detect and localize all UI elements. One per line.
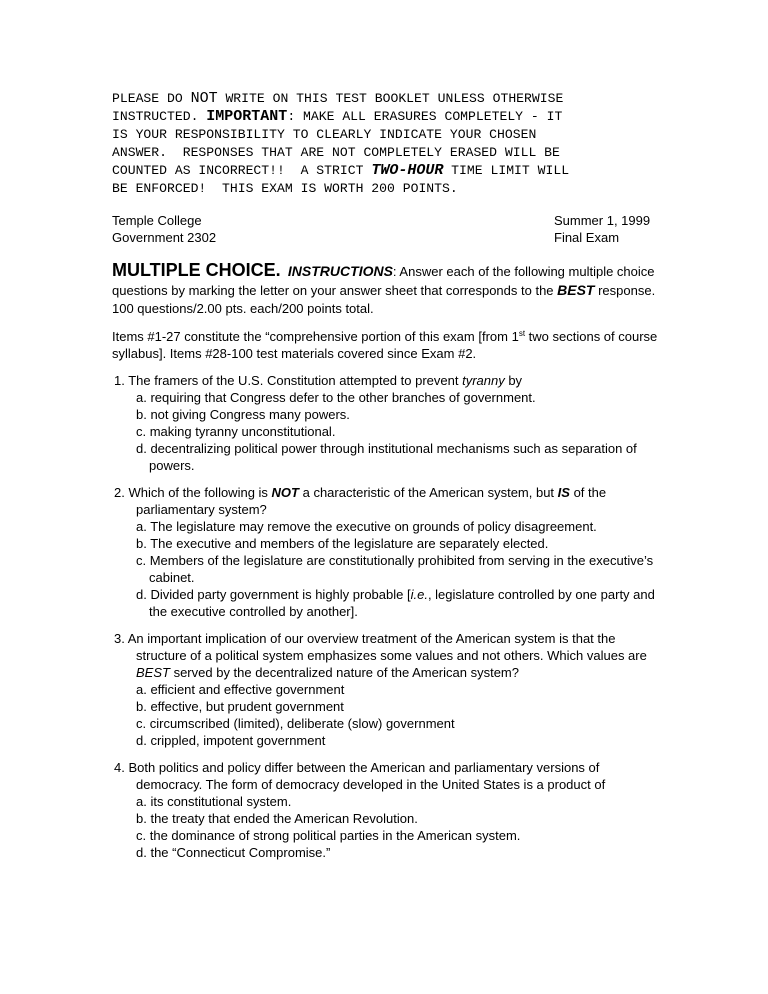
option-a: a. requiring that Congress defer to the other branches of government. [136,390,536,405]
option-d-text: , legislature controlled by one party and the executive controlled by another]. [149,587,655,619]
header-right [554,212,664,246]
stem-not: NOT [271,485,299,500]
option-d: d. crippled, impotent government [136,733,326,748]
option-b: b. effective, but prudent government [136,699,344,714]
option-b: b. the treaty that ended the American Revolution. [136,811,418,826]
stem-text: The framers of the U.S. Constitution attempted to prevent [128,373,463,388]
option-d-ie: i.e. [410,587,428,602]
stem-text: by [504,373,523,388]
stem-text: a characteristic of the American system, but [299,485,558,500]
instructions-label: INSTRUCTIONS [287,263,393,279]
option-c: c. circumscribed (limited), deliberate (slow) government [136,716,455,731]
option-d-text: d. Divided party government is highly probable [ [136,587,411,602]
option-b: b. not giving Congress many powers. [136,407,350,422]
question-stem [114,484,664,518]
items-note-text: two sections of course syllabus]. Items #28-100 test materials covered since Exam #2. [112,329,658,361]
option-d [136,586,664,620]
notice-text: COUNTED AS INCORRECT!! A STRICT [112,163,372,178]
option-a: a. its constitutional system. [136,794,292,809]
stem-text: served by the decentralized nature of the American system? [169,665,519,680]
stem-text: of the parliamentary system? [136,485,607,517]
notice-text: TIME LIMIT WILL [443,163,570,178]
option-d: d. decentralizing political power through institutional mechanisms such as separation of powers. [136,441,637,473]
option-a: a. The legislature may remove the executive on grounds of policy disagreement. [136,519,597,534]
exam-page [112,90,664,861]
stem-is: IS [557,485,570,500]
instructions-text: response. 100 questions/2.00 pts. each/200 points total. [112,283,656,316]
exam-label: Final Exam [554,230,620,245]
question-3 [112,630,664,749]
question-1 [112,372,664,474]
stem-text: Both politics and policy differ between the American and parliamentary versions of democracy. The form of democracy developed in the United States is a product of [128,760,606,792]
stem-best: BEST [136,665,170,680]
stem-text: Which of the following is [128,485,272,500]
notice-text: BE ENFORCED! THIS EXAM IS WORTH 200 POINTS. [112,181,458,196]
notice-text: IS YOUR RESPONSIBILITY TO CLEARLY INDICATE YOUR CHOSEN [112,127,537,142]
term-label: Summer 1, 1999 [554,213,651,228]
course-name: Government 2302 [112,230,217,245]
question-number: 3. [114,631,125,646]
notice-text: : MAKE ALL ERASURES COMPLETELY - IT [287,109,563,124]
mc-heading: MULTIPLE CHOICE [112,260,276,280]
question-stem [114,372,664,389]
question-2 [112,484,664,620]
notice-text: WRITE ON THIS TEST BOOKLET UNLESS OTHERWISE [217,91,564,106]
question-number: 2. [114,485,125,500]
items-note [112,328,664,362]
option-b: b. The executive and members of the legislature are separately elected. [136,536,549,551]
college-name: Temple College [112,213,202,228]
items-note-sup: st [518,329,526,338]
stem-emphasis: tyranny [462,373,505,388]
notice-text: PLEASE DO [112,91,191,106]
option-d: d. the “Connecticut Compromise.” [136,845,331,860]
exam-header [112,212,664,246]
items-note-text: Items #1-27 constitute the “comprehensive portion of this exam [from 1 [112,329,519,344]
option-c: c. the dominance of strong political parties in the American system. [136,828,521,843]
instructions-text: : Answer each of the following multiple choice questions by marking the letter on your answer sheet that corresponds to the [112,264,655,298]
question-number: 1. [114,373,125,388]
mc-instructions: MULTIPLE CHOICE. INSTRUCTIONS: Answer each of the following multiple choice questions by marking the letter on your answer sheet that corresponds to the BEST response. 100 questions/2.00 pts. each/200 points total. [112,260,656,316]
header-left [112,212,216,246]
notice-not: NOT [190,90,218,107]
stem-text: An important implication of our overview treatment of the American system is that the structure of a political system emphasizes some values and not others. Which values are [127,631,647,663]
notice-two-hour: TWO-HOUR [371,162,444,179]
option-a: a. efficient and effective government [136,682,345,697]
question-4 [112,759,664,861]
option-c: c. making tyranny unconstitutional. [136,424,336,439]
option-c: c. Members of the legislature are constitutionally prohibited from serving in the executive’s cabinet. [136,553,654,585]
notice-text: INSTRUCTED. [112,109,207,124]
question-number: 4. [114,760,125,775]
notice-important: IMPORTANT [206,108,288,125]
question-stem [114,759,664,793]
exam-notice [112,90,664,198]
notice-text: ANSWER. RESPONSES THAT ARE NOT COMPLETELY ERASED WILL BE [112,145,560,160]
question-stem [114,630,664,681]
instructions-best: BEST [557,282,595,298]
